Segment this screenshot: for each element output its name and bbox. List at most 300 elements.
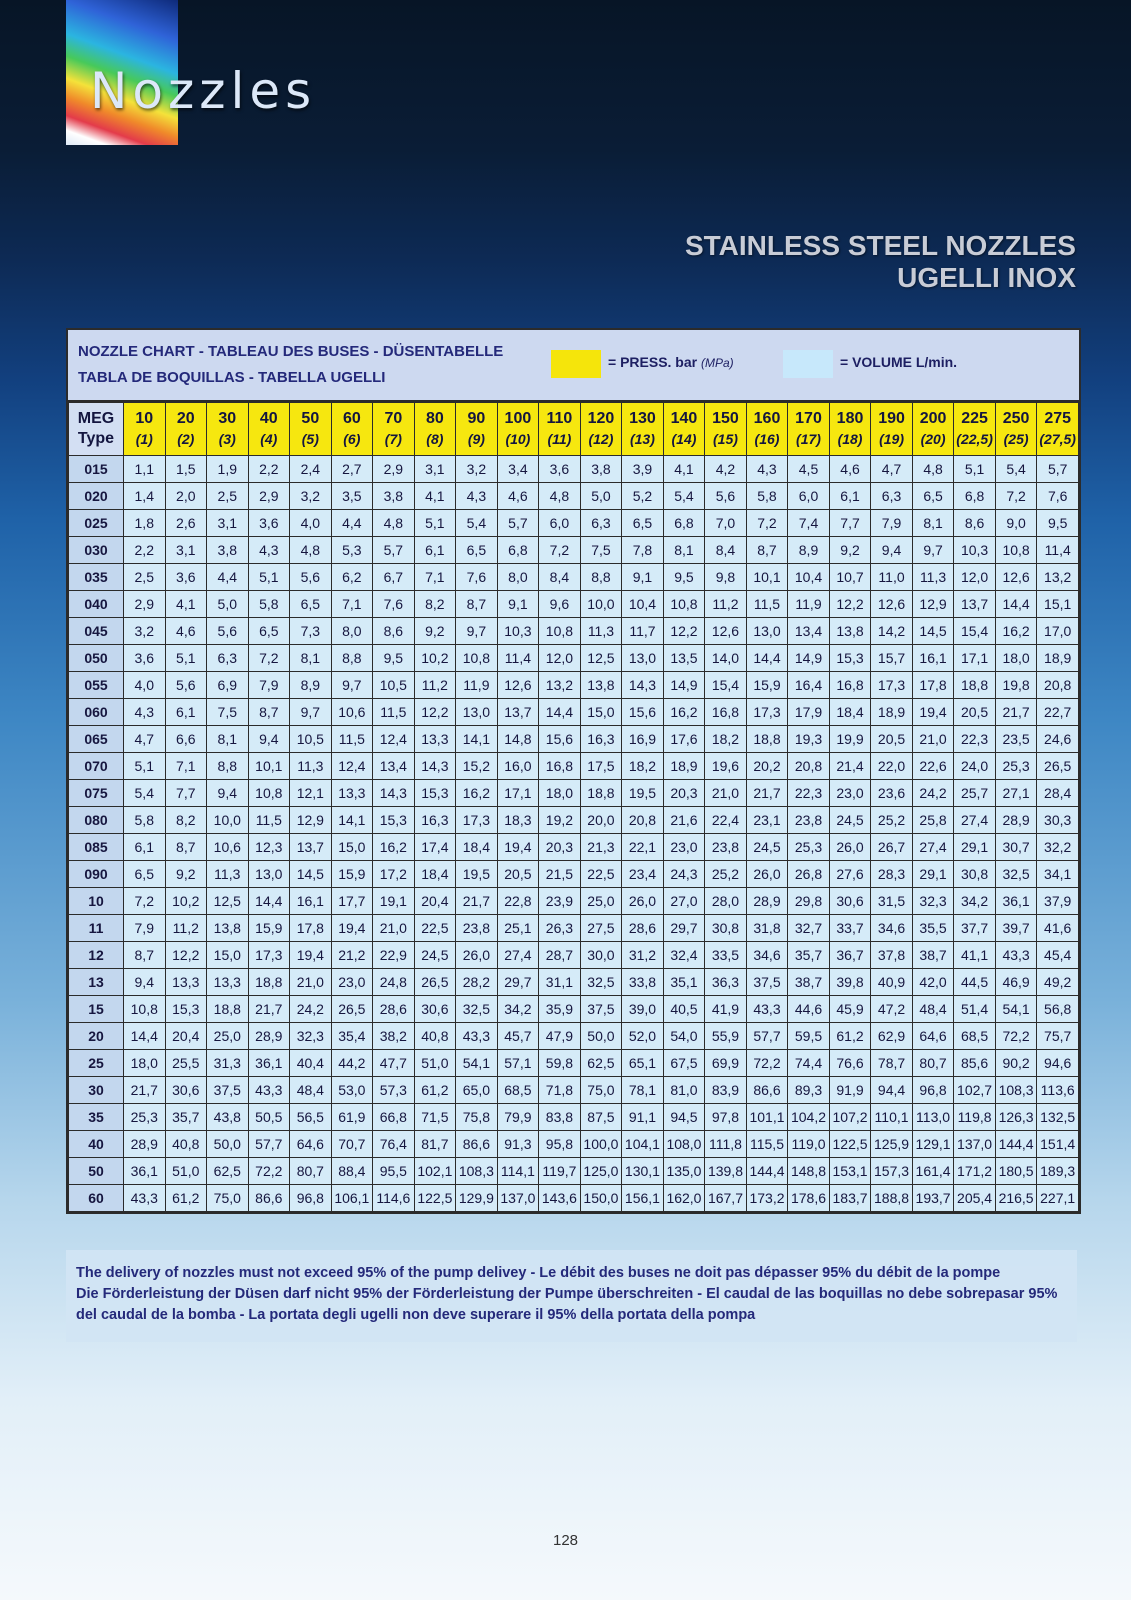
volume-cell: 7,5 bbox=[207, 699, 249, 726]
volume-cell: 14,4 bbox=[124, 1023, 166, 1050]
pressure-column-header: 70 (7) bbox=[373, 403, 415, 456]
volume-cell: 15,3 bbox=[829, 645, 871, 672]
volume-cell: 10,0 bbox=[580, 591, 622, 618]
volume-cell: 61,2 bbox=[165, 1185, 207, 1212]
pressure-column-header: 30 (3) bbox=[207, 403, 249, 456]
volume-cell: 7,3 bbox=[290, 618, 332, 645]
volume-cell: 3,6 bbox=[539, 456, 581, 483]
pressure-column-header: 150 (15) bbox=[705, 403, 747, 456]
volume-cell: 2,5 bbox=[207, 483, 249, 510]
pressure-column-header: 130 (13) bbox=[622, 403, 664, 456]
volume-cell: 32,2 bbox=[1037, 834, 1079, 861]
volume-cell: 94,4 bbox=[871, 1077, 913, 1104]
volume-cell: 39,7 bbox=[995, 915, 1037, 942]
volume-cell: 27,4 bbox=[912, 834, 954, 861]
volume-cell: 10,8 bbox=[663, 591, 705, 618]
volume-cell: 87,5 bbox=[580, 1104, 622, 1131]
volume-cell: 18,8 bbox=[746, 726, 788, 753]
volume-cell: 86,6 bbox=[746, 1077, 788, 1104]
volume-cell: 6,2 bbox=[331, 564, 373, 591]
volume-cell: 144,4 bbox=[995, 1131, 1037, 1158]
volume-cell: 23,1 bbox=[746, 807, 788, 834]
volume-cell: 22,6 bbox=[912, 753, 954, 780]
volume-cell: 5,4 bbox=[456, 510, 498, 537]
volume-cell: 6,6 bbox=[165, 726, 207, 753]
volume-cell: 5,0 bbox=[580, 483, 622, 510]
volume-cell: 30,8 bbox=[954, 861, 996, 888]
volume-cell: 40,9 bbox=[871, 969, 913, 996]
volume-cell: 157,3 bbox=[871, 1158, 913, 1185]
volume-cell: 22,5 bbox=[580, 861, 622, 888]
volume-cell: 91,9 bbox=[829, 1077, 871, 1104]
volume-cell: 28,9 bbox=[248, 1023, 290, 1050]
volume-cell: 9,4 bbox=[248, 726, 290, 753]
volume-cell: 44,6 bbox=[788, 996, 830, 1023]
volume-cell: 22,7 bbox=[1037, 699, 1079, 726]
volume-cell: 68,5 bbox=[497, 1077, 539, 1104]
volume-cell: 5,8 bbox=[124, 807, 166, 834]
volume-cell: 24,5 bbox=[829, 807, 871, 834]
volume-cell: 28,9 bbox=[746, 888, 788, 915]
volume-cell: 7,2 bbox=[248, 645, 290, 672]
volume-cell: 17,1 bbox=[497, 780, 539, 807]
volume-cell: 162,0 bbox=[663, 1185, 705, 1212]
volume-cell: 71,5 bbox=[414, 1104, 456, 1131]
volume-cell: 21,7 bbox=[995, 699, 1037, 726]
volume-cell: 72,2 bbox=[248, 1158, 290, 1185]
volume-cell: 13,7 bbox=[290, 834, 332, 861]
volume-cell: 153,1 bbox=[829, 1158, 871, 1185]
volume-cell: 22,1 bbox=[622, 834, 664, 861]
nozzle-type-cell: 015 bbox=[69, 456, 124, 483]
pressure-column-header: 10 (1) bbox=[124, 403, 166, 456]
volume-cell: 25,5 bbox=[165, 1050, 207, 1077]
pressure-column-header: 40 (4) bbox=[248, 403, 290, 456]
volume-cell: 16,8 bbox=[829, 672, 871, 699]
nozzle-type-cell: 060 bbox=[69, 699, 124, 726]
volume-cell: 7,7 bbox=[829, 510, 871, 537]
table-row bbox=[69, 942, 1079, 969]
chart-title: NOZZLE CHART - TABLEAU DES BUSES - DÜSENTABELLE bbox=[78, 343, 504, 360]
volume-cell: 22,4 bbox=[705, 807, 747, 834]
volume-cell: 13,4 bbox=[788, 618, 830, 645]
volume-cell: 41,9 bbox=[705, 996, 747, 1023]
volume-cell: 7,9 bbox=[248, 672, 290, 699]
volume-cell: 4,3 bbox=[124, 699, 166, 726]
volume-cell: 216,5 bbox=[995, 1185, 1037, 1212]
volume-cell: 36,1 bbox=[248, 1050, 290, 1077]
note-line-2: Die Förderleistung der Düsen darf nicht 95% der Förderleistung der Pumpe überschreiten - El caudal de las boquillas no debe sobrepasar 95% del caudal de la bomba - La portata degli ugelli non deve superare il 95% della portata della pompa bbox=[76, 1286, 1058, 1323]
volume-cell: 43,3 bbox=[124, 1185, 166, 1212]
volume-cell: 108,3 bbox=[456, 1158, 498, 1185]
volume-cell: 37,5 bbox=[207, 1077, 249, 1104]
volume-cell: 25,3 bbox=[788, 834, 830, 861]
volume-cell: 4,6 bbox=[497, 483, 539, 510]
volume-cell: 12,9 bbox=[912, 591, 954, 618]
chart-header bbox=[68, 330, 1079, 402]
volume-cell: 81,7 bbox=[414, 1131, 456, 1158]
volume-cell: 59,8 bbox=[539, 1050, 581, 1077]
volume-cell: 32,5 bbox=[580, 969, 622, 996]
nozzle-type-cell: 050 bbox=[69, 645, 124, 672]
volume-cell: 19,4 bbox=[912, 699, 954, 726]
page-number: 128 bbox=[552, 1532, 579, 1549]
volume-cell: 3,2 bbox=[456, 456, 498, 483]
nozzle-type-cell: 080 bbox=[69, 807, 124, 834]
volume-cell: 21,7 bbox=[456, 888, 498, 915]
volume-cell: 24,6 bbox=[1037, 726, 1079, 753]
volume-cell: 19,5 bbox=[622, 780, 664, 807]
volume-cell: 151,4 bbox=[1037, 1131, 1079, 1158]
volume-cell: 12,6 bbox=[705, 618, 747, 645]
volume-cell: 17,2 bbox=[373, 861, 415, 888]
volume-cell: 28,3 bbox=[871, 861, 913, 888]
volume-cell: 11,2 bbox=[165, 915, 207, 942]
volume-cell: 51,0 bbox=[414, 1050, 456, 1077]
pressure-column-header: 20 (2) bbox=[165, 403, 207, 456]
volume-cell: 1,9 bbox=[207, 456, 249, 483]
volume-cell: 25,2 bbox=[871, 807, 913, 834]
volume-cell: 17,8 bbox=[290, 915, 332, 942]
volume-cell: 7,2 bbox=[746, 510, 788, 537]
volume-cell: 2,6 bbox=[165, 510, 207, 537]
volume-cell: 24,2 bbox=[290, 996, 332, 1023]
volume-cell: 32,5 bbox=[995, 861, 1037, 888]
volume-cell: 24,3 bbox=[663, 861, 705, 888]
volume-cell: 3,8 bbox=[580, 456, 622, 483]
volume-cell: 125,9 bbox=[871, 1131, 913, 1158]
volume-cell: 5,4 bbox=[995, 456, 1037, 483]
volume-cell: 22,8 bbox=[497, 888, 539, 915]
volume-cell: 26,8 bbox=[788, 861, 830, 888]
volume-cell: 24,2 bbox=[912, 780, 954, 807]
volume-cell: 10,3 bbox=[954, 537, 996, 564]
volume-cell: 36,7 bbox=[829, 942, 871, 969]
nozzle-type-cell: 055 bbox=[69, 672, 124, 699]
volume-cell: 18,3 bbox=[497, 807, 539, 834]
volume-cell: 6,1 bbox=[829, 483, 871, 510]
volume-cell: 104,1 bbox=[622, 1131, 664, 1158]
volume-cell: 83,9 bbox=[705, 1077, 747, 1104]
volume-cell: 26,0 bbox=[622, 888, 664, 915]
volume-cell: 180,5 bbox=[995, 1158, 1037, 1185]
volume-cell: 148,8 bbox=[788, 1158, 830, 1185]
volume-cell: 18,0 bbox=[124, 1050, 166, 1077]
volume-cell: 10,2 bbox=[165, 888, 207, 915]
volume-cell: 18,2 bbox=[705, 726, 747, 753]
volume-cell: 30,8 bbox=[705, 915, 747, 942]
volume-cell: 8,7 bbox=[746, 537, 788, 564]
volume-cell: 14,3 bbox=[622, 672, 664, 699]
volume-cell: 11,9 bbox=[788, 591, 830, 618]
volume-cell: 14,3 bbox=[414, 753, 456, 780]
volume-cell: 22,5 bbox=[414, 915, 456, 942]
volume-cell: 12,5 bbox=[207, 888, 249, 915]
volume-cell: 37,8 bbox=[871, 942, 913, 969]
volume-cell: 2,0 bbox=[165, 483, 207, 510]
volume-cell: 71,8 bbox=[539, 1077, 581, 1104]
table-row bbox=[69, 1104, 1079, 1131]
volume-cell: 95,5 bbox=[373, 1158, 415, 1185]
volume-cell: 11,5 bbox=[331, 726, 373, 753]
volume-cell: 34,6 bbox=[871, 915, 913, 942]
volume-cell: 23,6 bbox=[871, 780, 913, 807]
volume-cell: 104,2 bbox=[788, 1104, 830, 1131]
volume-cell: 21,0 bbox=[912, 726, 954, 753]
volume-cell: 7,6 bbox=[456, 564, 498, 591]
volume-cell: 40,4 bbox=[290, 1050, 332, 1077]
volume-cell: 8,1 bbox=[912, 510, 954, 537]
volume-cell: 17,0 bbox=[1037, 618, 1079, 645]
volume-cell: 29,1 bbox=[912, 861, 954, 888]
volume-cell: 4,1 bbox=[663, 456, 705, 483]
volume-cell: 22,3 bbox=[788, 780, 830, 807]
volume-cell: 40,5 bbox=[663, 996, 705, 1023]
volume-cell: 39,8 bbox=[829, 969, 871, 996]
volume-cell: 45,4 bbox=[1037, 942, 1079, 969]
volume-cell: 108,0 bbox=[663, 1131, 705, 1158]
volume-cell: 144,4 bbox=[746, 1158, 788, 1185]
volume-cell: 114,1 bbox=[497, 1158, 539, 1185]
volume-cell: 95,8 bbox=[539, 1131, 581, 1158]
volume-cell: 38,2 bbox=[373, 1023, 415, 1050]
volume-cell: 14,4 bbox=[248, 888, 290, 915]
volume-cell: 3,2 bbox=[290, 483, 332, 510]
volume-cell: 7,1 bbox=[414, 564, 456, 591]
volume-cell: 167,7 bbox=[705, 1185, 747, 1212]
volume-cell: 15,9 bbox=[248, 915, 290, 942]
volume-cell: 22,0 bbox=[871, 753, 913, 780]
pressure-column-header: 250 (25) bbox=[995, 403, 1037, 456]
volume-cell: 32,3 bbox=[290, 1023, 332, 1050]
volume-cell: 7,6 bbox=[373, 591, 415, 618]
volume-cell: 12,0 bbox=[539, 645, 581, 672]
volume-cell: 32,4 bbox=[663, 942, 705, 969]
volume-cell: 27,4 bbox=[497, 942, 539, 969]
volume-cell: 21,3 bbox=[580, 834, 622, 861]
volume-cell: 37,9 bbox=[1037, 888, 1079, 915]
nozzle-type-cell: 085 bbox=[69, 834, 124, 861]
volume-cell: 19,6 bbox=[705, 753, 747, 780]
volume-cell: 89,3 bbox=[788, 1077, 830, 1104]
volume-cell: 17,8 bbox=[912, 672, 954, 699]
volume-cell: 6,7 bbox=[373, 564, 415, 591]
volume-cell: 45,9 bbox=[829, 996, 871, 1023]
table-row bbox=[69, 591, 1079, 618]
volume-cell: 5,7 bbox=[497, 510, 539, 537]
volume-cell: 91,1 bbox=[622, 1104, 664, 1131]
volume-cell: 62,5 bbox=[580, 1050, 622, 1077]
volume-cell: 8,6 bbox=[954, 510, 996, 537]
volume-cell: 8,6 bbox=[373, 618, 415, 645]
volume-cell: 33,8 bbox=[622, 969, 664, 996]
volume-cell: 26,5 bbox=[331, 996, 373, 1023]
volume-cell: 119,0 bbox=[788, 1131, 830, 1158]
volume-cell: 28,9 bbox=[124, 1131, 166, 1158]
volume-cell: 193,7 bbox=[912, 1185, 954, 1212]
volume-cell: 83,8 bbox=[539, 1104, 581, 1131]
table-row bbox=[69, 726, 1079, 753]
volume-cell: 12,0 bbox=[954, 564, 996, 591]
volume-cell: 35,4 bbox=[331, 1023, 373, 1050]
volume-cell: 183,7 bbox=[829, 1185, 871, 1212]
volume-cell: 4,0 bbox=[124, 672, 166, 699]
volume-cell: 7,9 bbox=[124, 915, 166, 942]
volume-cell: 18,8 bbox=[954, 672, 996, 699]
volume-cell: 7,1 bbox=[331, 591, 373, 618]
volume-cell: 23,0 bbox=[331, 969, 373, 996]
volume-cell: 6,5 bbox=[912, 483, 954, 510]
volume-cell: 26,0 bbox=[746, 861, 788, 888]
volume-cell: 15,4 bbox=[705, 672, 747, 699]
volume-cell: 8,0 bbox=[497, 564, 539, 591]
volume-cell: 15,6 bbox=[539, 726, 581, 753]
nozzle-type-cell: 025 bbox=[69, 510, 124, 537]
volume-cell: 18,9 bbox=[663, 753, 705, 780]
volume-cell: 85,6 bbox=[954, 1050, 996, 1077]
volume-cell: 19,4 bbox=[290, 942, 332, 969]
volume-cell: 25,3 bbox=[124, 1104, 166, 1131]
volume-cell: 156,1 bbox=[622, 1185, 664, 1212]
volume-cell: 11,4 bbox=[497, 645, 539, 672]
volume-cell: 74,4 bbox=[788, 1050, 830, 1077]
volume-cell: 13,4 bbox=[373, 753, 415, 780]
volume-cell: 13,3 bbox=[207, 969, 249, 996]
volume-cell: 11,3 bbox=[290, 753, 332, 780]
table-row bbox=[69, 915, 1079, 942]
pressure-column-header: 170 (17) bbox=[788, 403, 830, 456]
volume-cell: 56,5 bbox=[290, 1104, 332, 1131]
volume-cell: 9,7 bbox=[290, 699, 332, 726]
table-row bbox=[69, 996, 1079, 1023]
volume-cell: 14,4 bbox=[995, 591, 1037, 618]
volume-cell: 10,8 bbox=[539, 618, 581, 645]
table-row bbox=[69, 1158, 1079, 1185]
volume-cell: 137,0 bbox=[954, 1131, 996, 1158]
volume-cell: 107,2 bbox=[829, 1104, 871, 1131]
volume-cell: 32,5 bbox=[456, 996, 498, 1023]
volume-cell: 16,3 bbox=[580, 726, 622, 753]
volume-cell: 10,7 bbox=[829, 564, 871, 591]
table-row bbox=[69, 1131, 1079, 1158]
volume-cell: 36,1 bbox=[124, 1158, 166, 1185]
volume-cell: 33,5 bbox=[705, 942, 747, 969]
volume-cell: 44,5 bbox=[954, 969, 996, 996]
volume-cell: 37,7 bbox=[954, 915, 996, 942]
volume-cell: 10,1 bbox=[746, 564, 788, 591]
volume-cell: 129,1 bbox=[912, 1131, 954, 1158]
volume-cell: 9,7 bbox=[331, 672, 373, 699]
volume-cell: 57,1 bbox=[497, 1050, 539, 1077]
volume-cell: 30,6 bbox=[414, 996, 456, 1023]
volume-cell: 7,8 bbox=[622, 537, 664, 564]
volume-cell: 102,1 bbox=[414, 1158, 456, 1185]
nozzle-type-cell: 20 bbox=[69, 1023, 124, 1050]
volume-cell: 9,5 bbox=[373, 645, 415, 672]
volume-cell: 3,5 bbox=[331, 483, 373, 510]
volume-cell: 62,9 bbox=[871, 1023, 913, 1050]
corner-header: MEG Type bbox=[69, 403, 124, 456]
volume-cell: 9,4 bbox=[124, 969, 166, 996]
volume-cell: 11,5 bbox=[248, 807, 290, 834]
volume-cell: 26,5 bbox=[1037, 753, 1079, 780]
volume-cell: 5,4 bbox=[663, 483, 705, 510]
volume-cell: 132,5 bbox=[1037, 1104, 1079, 1131]
volume-cell: 20,4 bbox=[165, 1023, 207, 1050]
table-row bbox=[69, 564, 1079, 591]
volume-cell: 9,5 bbox=[663, 564, 705, 591]
volume-cell: 17,7 bbox=[331, 888, 373, 915]
volume-cell: 7,7 bbox=[165, 780, 207, 807]
volume-cell: 48,4 bbox=[290, 1077, 332, 1104]
volume-cell: 10,6 bbox=[331, 699, 373, 726]
volume-cell: 42,0 bbox=[912, 969, 954, 996]
volume-cell: 10,1 bbox=[248, 753, 290, 780]
volume-cell: 35,5 bbox=[912, 915, 954, 942]
volume-cell: 4,5 bbox=[788, 456, 830, 483]
volume-cell: 17,3 bbox=[456, 807, 498, 834]
volume-cell: 29,1 bbox=[954, 834, 996, 861]
volume-cell: 13,7 bbox=[497, 699, 539, 726]
volume-cell: 48,4 bbox=[912, 996, 954, 1023]
nozzle-type-cell: 13 bbox=[69, 969, 124, 996]
volume-cell: 119,7 bbox=[539, 1158, 581, 1185]
volume-cell: 20,5 bbox=[497, 861, 539, 888]
volume-cell: 9,2 bbox=[165, 861, 207, 888]
volume-cell: 13,2 bbox=[1037, 564, 1079, 591]
volume-cell: 108,3 bbox=[995, 1077, 1037, 1104]
volume-cell: 7,2 bbox=[539, 537, 581, 564]
volume-cell: 2,7 bbox=[331, 456, 373, 483]
volume-cell: 15,9 bbox=[331, 861, 373, 888]
volume-cell: 8,7 bbox=[165, 834, 207, 861]
volume-cell: 9,4 bbox=[871, 537, 913, 564]
volume-cell: 6,5 bbox=[124, 861, 166, 888]
nozzle-type-cell: 075 bbox=[69, 780, 124, 807]
volume-cell: 8,8 bbox=[580, 564, 622, 591]
volume-cell: 76,6 bbox=[829, 1050, 871, 1077]
volume-cell: 6,9 bbox=[207, 672, 249, 699]
volume-cell: 122,5 bbox=[829, 1131, 871, 1158]
volume-cell: 139,8 bbox=[705, 1158, 747, 1185]
volume-cell: 80,7 bbox=[912, 1050, 954, 1077]
volume-cell: 54,0 bbox=[663, 1023, 705, 1050]
volume-cell: 7,4 bbox=[788, 510, 830, 537]
volume-cell: 19,9 bbox=[829, 726, 871, 753]
volume-cell: 5,4 bbox=[124, 780, 166, 807]
table-row bbox=[69, 753, 1079, 780]
volume-cell: 3,2 bbox=[124, 618, 166, 645]
volume-cell: 15,0 bbox=[207, 942, 249, 969]
volume-cell: 96,8 bbox=[912, 1077, 954, 1104]
volume-cell: 12,2 bbox=[829, 591, 871, 618]
volume-cell: 5,6 bbox=[705, 483, 747, 510]
volume-cell: 20,8 bbox=[622, 807, 664, 834]
volume-cell: 27,0 bbox=[663, 888, 705, 915]
volume-cell: 189,3 bbox=[1037, 1158, 1079, 1185]
volume-cell: 16,2 bbox=[995, 618, 1037, 645]
volume-cell: 137,0 bbox=[497, 1185, 539, 1212]
nozzle-type-cell: 35 bbox=[69, 1104, 124, 1131]
volume-cell: 62,5 bbox=[207, 1158, 249, 1185]
nozzle-type-cell: 10 bbox=[69, 888, 124, 915]
volume-cell: 15,4 bbox=[954, 618, 996, 645]
volume-cell: 36,1 bbox=[995, 888, 1037, 915]
table-row bbox=[69, 645, 1079, 672]
volume-cell: 8,9 bbox=[788, 537, 830, 564]
volume-cell: 75,7 bbox=[1037, 1023, 1079, 1050]
volume-cell: 16,0 bbox=[497, 753, 539, 780]
